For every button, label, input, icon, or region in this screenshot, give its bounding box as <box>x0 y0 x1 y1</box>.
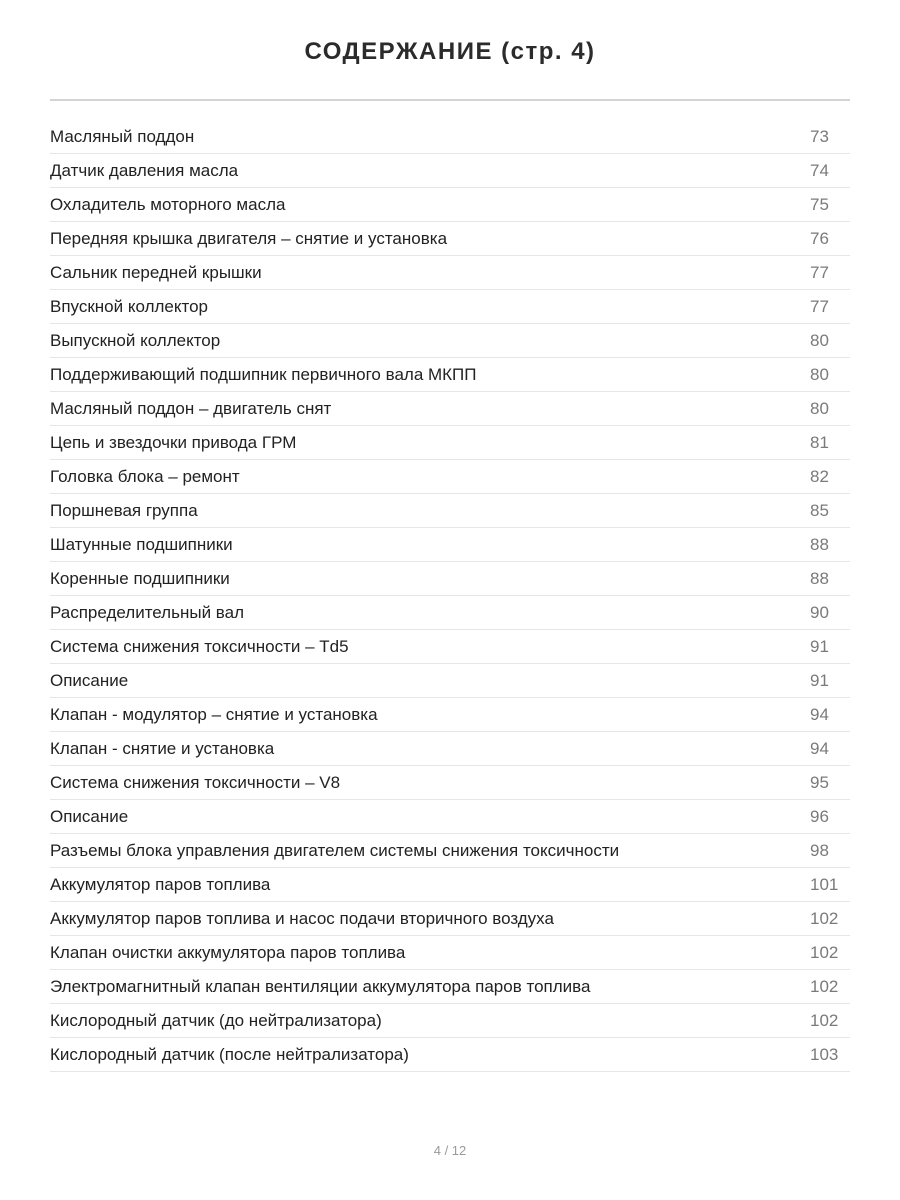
toc-entry[interactable] <box>50 324 850 358</box>
toc-entry-title: Поршневая группа <box>50 500 198 520</box>
toc-entry-page-number: 91 <box>810 670 829 690</box>
toc-entry[interactable] <box>50 868 850 902</box>
toc-entry[interactable] <box>50 766 850 800</box>
toc-entry-page-number: 98 <box>810 840 829 860</box>
toc-entry[interactable] <box>50 562 850 596</box>
toc-entry[interactable] <box>50 528 850 562</box>
toc-entry-page-number: 102 <box>810 976 839 996</box>
toc-entry[interactable] <box>50 698 850 732</box>
toc-entry-title: Клапан очистки аккумулятора паров топлива <box>50 942 406 962</box>
table-of-contents <box>50 120 850 1072</box>
toc-entry[interactable] <box>50 936 850 970</box>
toc-entry[interactable] <box>50 154 850 188</box>
toc-entry-title: Описание <box>50 670 129 690</box>
toc-entry-page-number: 80 <box>810 398 829 418</box>
toc-entry-title: Охладитель моторного масла <box>50 194 286 214</box>
toc-entry[interactable] <box>50 392 850 426</box>
toc-entry-page-number: 101 <box>810 874 839 894</box>
toc-entry-title: Масляный поддон – двигатель снят <box>50 398 332 418</box>
toc-entry-page-number: 94 <box>810 704 829 724</box>
toc-entry[interactable] <box>50 256 850 290</box>
toc-entry-page-number: 82 <box>810 466 829 486</box>
toc-entry-title: Клапан - снятие и установка <box>50 738 275 758</box>
toc-entry-title: Датчик давления масла <box>50 160 239 180</box>
title-divider <box>50 99 850 101</box>
toc-entry-page-number: 102 <box>810 942 839 962</box>
toc-entry[interactable] <box>50 1038 850 1072</box>
toc-entry-page-number: 102 <box>810 1010 839 1030</box>
toc-entry-page-number: 88 <box>810 568 829 588</box>
toc-entry[interactable] <box>50 596 850 630</box>
toc-entry-page-number: 76 <box>810 228 829 248</box>
toc-entry[interactable] <box>50 494 850 528</box>
toc-entry-page-number: 80 <box>810 364 829 384</box>
toc-entry-title: Разъемы блока управления двигателем системы снижения токсичности <box>50 840 620 860</box>
toc-entry-title: Головка блока – ремонт <box>50 466 240 486</box>
toc-entry-title: Система снижения токсичности – Td5 <box>50 636 349 656</box>
toc-entry-title: Кислородный датчик (после нейтрализатора) <box>50 1044 409 1064</box>
toc-entry-title: Передняя крышка двигателя – снятие и установка <box>50 228 448 248</box>
toc-entry-page-number: 96 <box>810 806 829 826</box>
toc-entry[interactable] <box>50 120 850 154</box>
toc-entry[interactable] <box>50 1004 850 1038</box>
toc-entry-title: Выпускной коллектор <box>50 330 221 350</box>
toc-entry[interactable] <box>50 800 850 834</box>
toc-entry-page-number: 81 <box>810 432 829 452</box>
toc-entry[interactable] <box>50 664 850 698</box>
toc-entry-title: Электромагнитный клапан вентиляции аккумулятора паров топлива <box>50 976 591 996</box>
toc-entry-page-number: 103 <box>810 1044 839 1064</box>
toc-entry-title: Шатунные подшипники <box>50 534 233 554</box>
toc-entry[interactable] <box>50 222 850 256</box>
toc-entry-page-number: 80 <box>810 330 829 350</box>
toc-entry[interactable] <box>50 630 850 664</box>
page-title: СОДЕРЖАНИЕ (стр. 4) <box>304 38 596 65</box>
toc-entry-title: Масляный поддон <box>50 126 195 146</box>
toc-entry[interactable] <box>50 188 850 222</box>
toc-entry-title: Клапан - модулятор – снятие и установка <box>50 704 378 724</box>
toc-entry-page-number: 94 <box>810 738 829 758</box>
toc-entry[interactable] <box>50 970 850 1004</box>
toc-entry[interactable] <box>50 290 850 324</box>
toc-entry-page-number: 75 <box>810 194 829 214</box>
toc-entry-page-number: 85 <box>810 500 829 520</box>
toc-entry-page-number: 77 <box>810 262 829 282</box>
toc-entry-title: Впускной коллектор <box>50 296 208 316</box>
toc-entry-page-number: 88 <box>810 534 829 554</box>
toc-entry-title: Цепь и звездочки привода ГРМ <box>50 432 297 452</box>
toc-entry[interactable] <box>50 426 850 460</box>
toc-entry[interactable] <box>50 732 850 766</box>
toc-entry-title: Аккумулятор паров топлива <box>50 874 271 894</box>
toc-entry-title: Поддерживающий подшипник первичного вала МКПП <box>50 364 477 384</box>
toc-entry-title: Сальник передней крышки <box>50 262 262 282</box>
toc-entry[interactable] <box>50 460 850 494</box>
toc-entry[interactable] <box>50 358 850 392</box>
toc-entry[interactable] <box>50 902 850 936</box>
toc-entry-title: Коренные подшипники <box>50 568 230 588</box>
toc-entry-page-number: 90 <box>810 602 829 622</box>
toc-entry-title: Описание <box>50 806 129 826</box>
toc-entry-page-number: 91 <box>810 636 829 656</box>
toc-entry-page-number: 95 <box>810 772 829 792</box>
toc-entry-title: Распределительный вал <box>50 602 244 622</box>
toc-entry-page-number: 74 <box>810 160 829 180</box>
toc-entry-title: Кислородный датчик (до нейтрализатора) <box>50 1010 382 1030</box>
toc-entry-title: Аккумулятор паров топлива и насос подачи вторичного воздуха <box>50 908 554 928</box>
toc-entry-title: Система снижения токсичности – V8 <box>50 772 341 792</box>
toc-entry[interactable] <box>50 834 850 868</box>
page-indicator: 4 / 12 <box>433 1143 467 1158</box>
toc-entry-page-number: 77 <box>810 296 829 316</box>
toc-entry-page-number: 73 <box>810 126 829 146</box>
toc-entry-page-number: 102 <box>810 908 839 928</box>
